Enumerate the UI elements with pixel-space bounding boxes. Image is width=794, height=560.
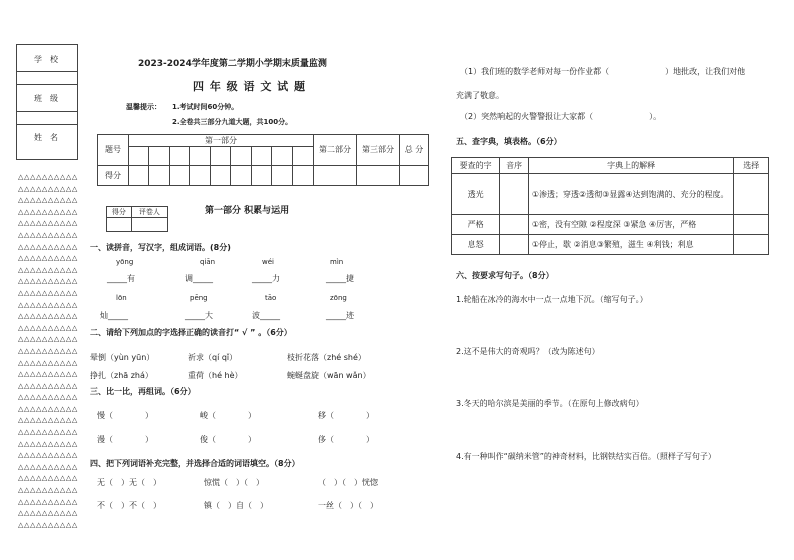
- triangle-row: △△△△△△△△△△: [18, 277, 78, 286]
- school-label: 学 校: [34, 55, 58, 64]
- score-cell[interactable]: [272, 165, 292, 185]
- q-cell: [169, 147, 189, 165]
- compare-item[interactable]: 俊（ ）: [200, 435, 256, 444]
- pinyin: mìn: [330, 258, 344, 266]
- sentence-task-4: 4.有一种叫作“碳纳米管”的神奇材料，比钢铁结实百倍。（照样子写句子）: [456, 452, 716, 461]
- triangle-row: △△△△△△△△△△: [18, 173, 78, 181]
- dict-choice-cell[interactable]: [734, 215, 769, 235]
- name-label: 姓 名: [34, 133, 58, 142]
- tips-label: 温馨提示：: [126, 103, 161, 111]
- idiom-item[interactable]: 不（ ）不（ ）: [97, 501, 161, 510]
- compare-item[interactable]: 峻（ ）: [200, 411, 256, 420]
- score-cell[interactable]: [314, 165, 357, 185]
- triangle-row: △△△△△△△△△△: [18, 474, 78, 483]
- word-blank[interactable]: 波_____: [252, 311, 280, 320]
- dict-initial-cell[interactable]: [500, 174, 529, 215]
- q-cell: [292, 147, 313, 165]
- q-cell: [251, 147, 271, 165]
- word-blank[interactable]: _____捷: [326, 274, 354, 283]
- triangle-row: △△△△△△△△△△: [18, 416, 78, 425]
- fill-sentence-2[interactable]: （2）突然响起的火警警报让大家都（ ）。: [460, 112, 662, 121]
- compare-item[interactable]: 侈（ ）: [318, 435, 374, 444]
- mini-score-label: 得分: [107, 207, 132, 218]
- idiom-item[interactable]: 一丝（ ）（ ）: [318, 501, 378, 510]
- pronunciation-item[interactable]: 祈求（qí qǐ）: [188, 353, 238, 362]
- triangle-row: △△△△△△△△△△: [18, 288, 78, 297]
- triangle-row: △△△△△△△△△△: [18, 346, 78, 355]
- triangle-row: △△△△△△△△△△: [18, 428, 78, 437]
- name-field[interactable]: [17, 112, 77, 125]
- score-cell[interactable]: [400, 165, 429, 185]
- word-blank[interactable]: _____有: [107, 274, 135, 283]
- score-cell[interactable]: [149, 165, 169, 185]
- triangle-row: △△△△△△△△△△: [18, 404, 78, 413]
- pronunciation-item[interactable]: 重荷（hé hè）: [188, 371, 243, 380]
- dict-definition: ①停止，歇 ②消息③繁殖，滋生 ④利钱；利息: [528, 235, 734, 255]
- score-cell[interactable]: [357, 165, 400, 185]
- pinyin: pēng: [190, 294, 208, 302]
- dictionary-table: [451, 157, 769, 255]
- mini-grader-cell[interactable]: [131, 218, 167, 232]
- dict-word: 严格: [452, 215, 500, 235]
- triangle-row: △△△△△△△△△△: [18, 230, 78, 239]
- pinyin: lōn: [116, 294, 127, 302]
- q4-title: 四、把下列词语补充完整，并选择合适的词语填空。（8分）: [90, 459, 300, 468]
- triangle-row: △△△△△△△△△△: [18, 439, 78, 448]
- q3-title: 三、比一比，再组词。（6分）: [90, 387, 196, 396]
- tip-2: 2.全卷共三部分九道大题，共100分。: [172, 118, 293, 126]
- triangle-row: △△△△△△△△△△: [18, 207, 78, 216]
- col-word-header: 要查的字: [452, 158, 500, 174]
- compare-item[interactable]: 漫（ ）: [97, 435, 153, 444]
- idiom-item[interactable]: 镇（ ）自（ ）: [204, 501, 268, 510]
- triangle-row: △△△△△△△△△△: [18, 219, 78, 228]
- q2-title: 二、请给下列加点的字选择正确的读音打“ √ ” 。（6分）: [90, 328, 292, 337]
- sentence-task-1: 1.轮船在冰冷的海水中一点一点地下沉。（缩写句子。）: [456, 295, 648, 304]
- pronunciation-item[interactable]: 枝折花落（zhé shé）: [287, 353, 366, 362]
- part1-title: 第一部分 积累与运用: [205, 206, 290, 216]
- fill-sentence-1[interactable]: （1）我们班的数学老师对每一份作业都（ ）地批改，让我们对他: [460, 67, 746, 76]
- score-cell[interactable]: [231, 165, 251, 185]
- triangle-row: △△△△△△△△△△: [18, 393, 78, 402]
- part2-header: 第二部分: [314, 135, 357, 166]
- triangle-row: △△△△△△△△△△: [18, 509, 78, 518]
- pinyin: wéi: [262, 258, 274, 266]
- score-cell[interactable]: [210, 165, 230, 185]
- subject-title: 四 年 级 语 文 试 题: [193, 80, 306, 93]
- question-no-label: 题号: [98, 135, 129, 166]
- score-cell[interactable]: [292, 165, 313, 185]
- total-header: 总 分: [400, 135, 429, 166]
- pronunciation-item[interactable]: 挣扎（zhā zhá）: [90, 371, 153, 380]
- triangle-row: △△△△△△△△△△: [18, 462, 78, 471]
- fill-sentence-1-cont: 充满了敬意。: [456, 91, 504, 100]
- dict-choice-cell[interactable]: [734, 235, 769, 255]
- dict-definition: ①渗透；穿透②透彻③显露④达到饱满的、充分的程度。: [528, 174, 734, 215]
- triangle-row: △△△△△△△△△△: [18, 265, 78, 274]
- compare-item[interactable]: 移（ ）: [318, 411, 374, 420]
- part1-header: 第一部分: [129, 135, 314, 147]
- class-label: 班 级: [34, 94, 58, 103]
- triangle-row: △△△△△△△△△△: [18, 312, 78, 321]
- triangle-row: △△△△△△△△△△: [18, 451, 78, 460]
- q-cell: [210, 147, 230, 165]
- pinyin: zōng: [330, 294, 347, 302]
- col-definition-header: 字典上的解释: [528, 158, 734, 174]
- word-blank[interactable]: _____迹: [326, 311, 354, 320]
- score-cell[interactable]: [169, 165, 189, 185]
- pinyin: qiān: [200, 258, 216, 266]
- pinyin: yōng: [116, 258, 134, 266]
- binding-triangle-pattern: [18, 172, 88, 531]
- score-cell[interactable]: [251, 165, 271, 185]
- sentence-task-3: 3.冬天的哈尔滨是美丽的季节。（在原句上修改病句）: [456, 399, 644, 408]
- sentence-task-2: 2.这不是伟大的奇观吗？（改为陈述句）: [456, 347, 600, 356]
- triangle-row: △△△△△△△△△△: [18, 486, 78, 495]
- part3-header: 第三部分: [357, 135, 400, 166]
- dict-definition: ①密，没有空隙 ②程度深 ③紧急 ④厉害，严格: [528, 215, 734, 235]
- triangle-row: △△△△△△△△△△: [18, 242, 78, 251]
- score-table: [97, 134, 429, 186]
- word-blank[interactable]: 灿_____: [100, 311, 128, 320]
- triangle-row: △△△△△△△△△△: [18, 370, 78, 379]
- triangle-row: △△△△△△△△△△: [18, 196, 78, 205]
- mini-grader-label: 评卷人: [131, 207, 167, 218]
- triangle-row: △△△△△△△△△△: [18, 520, 78, 529]
- class-field[interactable]: [17, 72, 77, 85]
- word-blank[interactable]: _____力: [252, 274, 280, 283]
- triangle-row: △△△△△△△△△△: [18, 184, 78, 193]
- q1-title: 一、读拼音，写汉字，组成词语。(8分): [90, 243, 231, 252]
- dict-word: 透光: [452, 174, 500, 215]
- tip-1: 1.考试时间60分钟。: [172, 103, 239, 111]
- word-blank[interactable]: 调_____: [185, 274, 213, 283]
- triangle-row: △△△△△△△△△△: [18, 254, 78, 263]
- score-row-label: 得分: [98, 165, 129, 185]
- triangle-row: △△△△△△△△△△: [18, 381, 78, 390]
- dict-word: 息怒: [452, 235, 500, 255]
- mini-score-cell[interactable]: [107, 218, 132, 232]
- q6-title: 六、按要求写句子。（8分）: [456, 271, 554, 280]
- dict-initial-cell[interactable]: [500, 235, 529, 255]
- triangle-row: △△△△△△△△△△: [18, 323, 78, 332]
- word-blank[interactable]: _____大: [185, 311, 213, 320]
- idiom-item[interactable]: 无（ ）无（ ）: [97, 478, 161, 487]
- triangle-row: △△△△△△△△△△: [18, 300, 78, 309]
- exam-title: 2023-2024学年度第二学期小学期末质量监测: [138, 59, 327, 69]
- score-cell[interactable]: [190, 165, 210, 185]
- col-choice-header: 选择: [734, 158, 769, 174]
- col-initial-header: 音序: [500, 158, 529, 174]
- q-cell: [190, 147, 210, 165]
- triangle-row: △△△△△△△△△△: [18, 335, 78, 344]
- q-cell: [231, 147, 251, 165]
- grader-table: [106, 206, 168, 232]
- dict-choice-cell[interactable]: [734, 174, 769, 215]
- pronunciation-item[interactable]: 晕倒（yùn yūn）: [90, 353, 155, 362]
- q-cell: [272, 147, 292, 165]
- pinyin: tāo: [265, 294, 277, 302]
- q-cell: [149, 147, 169, 165]
- triangle-row: △△△△△△△△△△: [18, 358, 78, 367]
- idiom-item[interactable]: 惊慌（ ）（ ）: [204, 478, 264, 487]
- q-cell: [129, 147, 149, 165]
- score-cell[interactable]: [129, 165, 149, 185]
- idiom-item[interactable]: （ ）（ ）恍惚: [318, 478, 378, 487]
- q5-title: 五、查字典，填表格。（6分）: [456, 137, 562, 146]
- dict-initial-cell[interactable]: [500, 215, 529, 235]
- triangle-row: △△△△△△△△△△: [18, 497, 78, 506]
- pronunciation-item[interactable]: 蜿蜒盘旋（wān wǎn）: [287, 371, 371, 380]
- compare-item[interactable]: 慢（ ）: [97, 411, 153, 420]
